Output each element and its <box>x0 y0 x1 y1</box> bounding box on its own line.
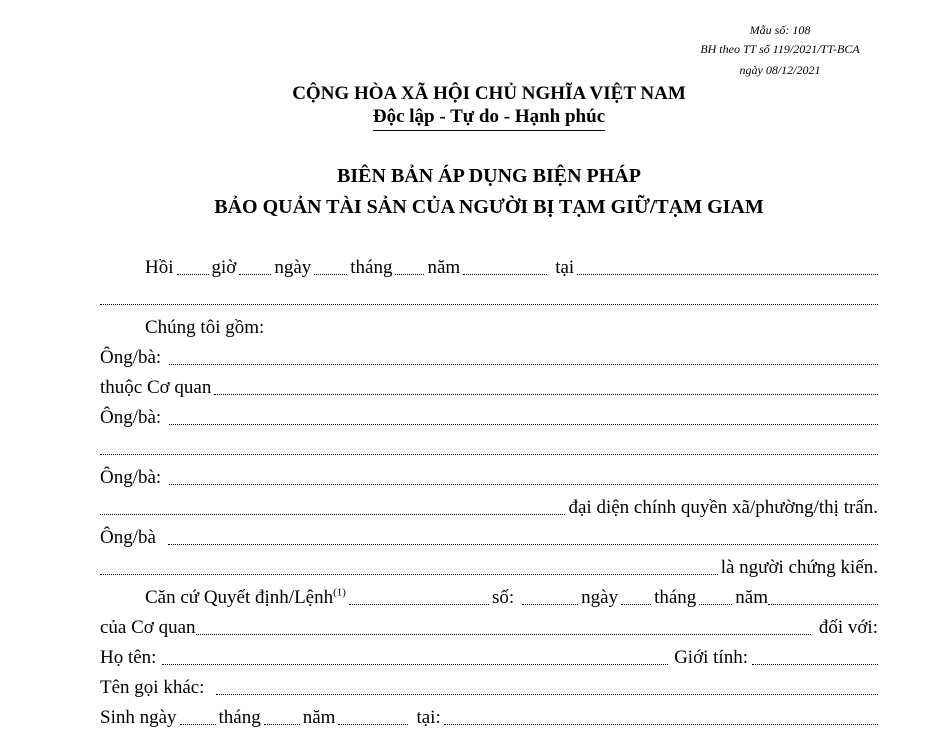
local-authority-rep-label: đại diện chính quyền xã/phường/thị trấn. <box>568 497 878 518</box>
ong-ba-label: Ông/bà: <box>100 347 162 368</box>
ngay-label: ngày <box>581 587 619 608</box>
form-number: Mẫu số: 108 <box>749 23 811 37</box>
decision-label: Căn cứ Quyết định/Lệnh$^{(1)}$ <box>145 586 346 608</box>
birth-month-field[interactable] <box>264 724 300 725</box>
decision-year-field[interactable] <box>768 604 878 605</box>
tai-label: tại: <box>416 707 441 728</box>
issuing-agency-row <box>100 614 878 640</box>
ho-ten-label: Họ tên: <box>100 647 157 668</box>
doi-voi-label: đối với: <box>818 617 878 638</box>
month-field[interactable] <box>395 274 424 275</box>
birth-year-field[interactable] <box>338 724 408 725</box>
gender-field[interactable] <box>752 664 878 665</box>
year-field[interactable] <box>463 274 547 275</box>
alias-field[interactable] <box>216 694 878 695</box>
members-heading-row <box>145 314 878 340</box>
officer2-continuation-row <box>100 434 878 460</box>
place-continuation-row <box>100 284 878 310</box>
decision-number-field[interactable] <box>522 604 578 605</box>
nam-label: năm <box>735 587 769 608</box>
so-label: số: <box>491 587 515 608</box>
place-field[interactable] <box>577 274 878 275</box>
gio-label: giờ <box>211 257 237 278</box>
thang-label: tháng <box>654 587 697 608</box>
local-rep-field-line2[interactable] <box>100 514 565 515</box>
witness-label: là người chứng kiến. <box>720 557 878 578</box>
ong-ba-label: Ông/bà: <box>100 467 162 488</box>
thang-label: tháng <box>218 707 261 728</box>
agency-row <box>100 374 878 400</box>
minute-field[interactable] <box>239 274 271 275</box>
issuing-agency-field[interactable] <box>196 634 811 635</box>
time-place-row <box>145 254 878 280</box>
sinh-ngay-label: Sinh ngày <box>100 707 177 728</box>
local-rep-name-field[interactable] <box>169 484 878 485</box>
fullname-field[interactable] <box>162 664 668 665</box>
witness-field-line2[interactable] <box>100 574 718 575</box>
decision-field[interactable] <box>349 604 489 605</box>
motto-wrapper <box>0 105 929 131</box>
birth-row <box>100 704 878 730</box>
thang-label: tháng <box>350 257 393 278</box>
tai-label: tại <box>555 257 575 278</box>
nam-label: năm <box>427 257 461 278</box>
local-rep-row <box>100 464 878 490</box>
thuoc-co-quan-label: thuộc Cơ quan <box>100 377 212 398</box>
ong-ba-label: Ông/bà: <box>100 407 162 428</box>
document-title-line1: BIÊN BẢN ÁP DỤNG BIỆN PHÁP <box>337 165 641 187</box>
officer2-name-field[interactable] <box>169 424 878 425</box>
ten-goi-khac-label: Tên gọi khác: <box>100 677 205 698</box>
ngay-label: ngày <box>274 257 312 278</box>
officer1-name-field[interactable] <box>169 364 878 365</box>
national-title: CỘNG HÒA XÃ HỘI CHỦ NGHĨA VIỆT NAM <box>292 83 686 104</box>
witness-row <box>100 524 878 550</box>
officer1-row <box>100 344 878 370</box>
day-field[interactable] <box>314 274 347 275</box>
agency-field[interactable] <box>214 394 878 395</box>
decision-row <box>145 584 878 610</box>
footnote-1: (1) <box>333 586 346 599</box>
officer2-row <box>100 404 878 430</box>
decision-day-field[interactable] <box>621 604 651 605</box>
hoi-label: Hồi <box>145 257 174 278</box>
gioi-tinh-label: Giới tính: <box>674 647 748 668</box>
birth-day-field[interactable] <box>180 724 216 725</box>
document-title-line2: BẢO QUẢN TÀI SẢN CỦA NGƯỜI BỊ TẠM GIỮ/TẠM GIAM <box>214 196 764 218</box>
members-heading: Chúng tôi gồm: <box>145 317 265 338</box>
cua-co-quan-label: của Cơ quan <box>100 617 196 638</box>
decision-month-field[interactable] <box>699 604 732 605</box>
nam-label: năm <box>302 707 336 728</box>
local-rep-role-row <box>100 494 878 520</box>
issuing-date: ngày 08/12/2021 <box>739 63 821 77</box>
witness-name-field[interactable] <box>168 544 878 545</box>
officer2-field-line2[interactable] <box>100 454 878 455</box>
witness-role-row <box>100 554 878 580</box>
alias-row <box>100 674 878 700</box>
hour-field[interactable] <box>177 274 209 275</box>
birth-place-field[interactable] <box>444 724 878 725</box>
place-field-line2[interactable] <box>100 304 878 305</box>
national-motto: Độc lập - Tự do - Hạnh phúc <box>373 105 605 131</box>
ong-ba-label: Ông/bà <box>100 527 156 548</box>
fullname-row <box>100 644 878 670</box>
issuing-circular: BH theo TT số 119/2021/TT-BCA <box>700 42 860 56</box>
